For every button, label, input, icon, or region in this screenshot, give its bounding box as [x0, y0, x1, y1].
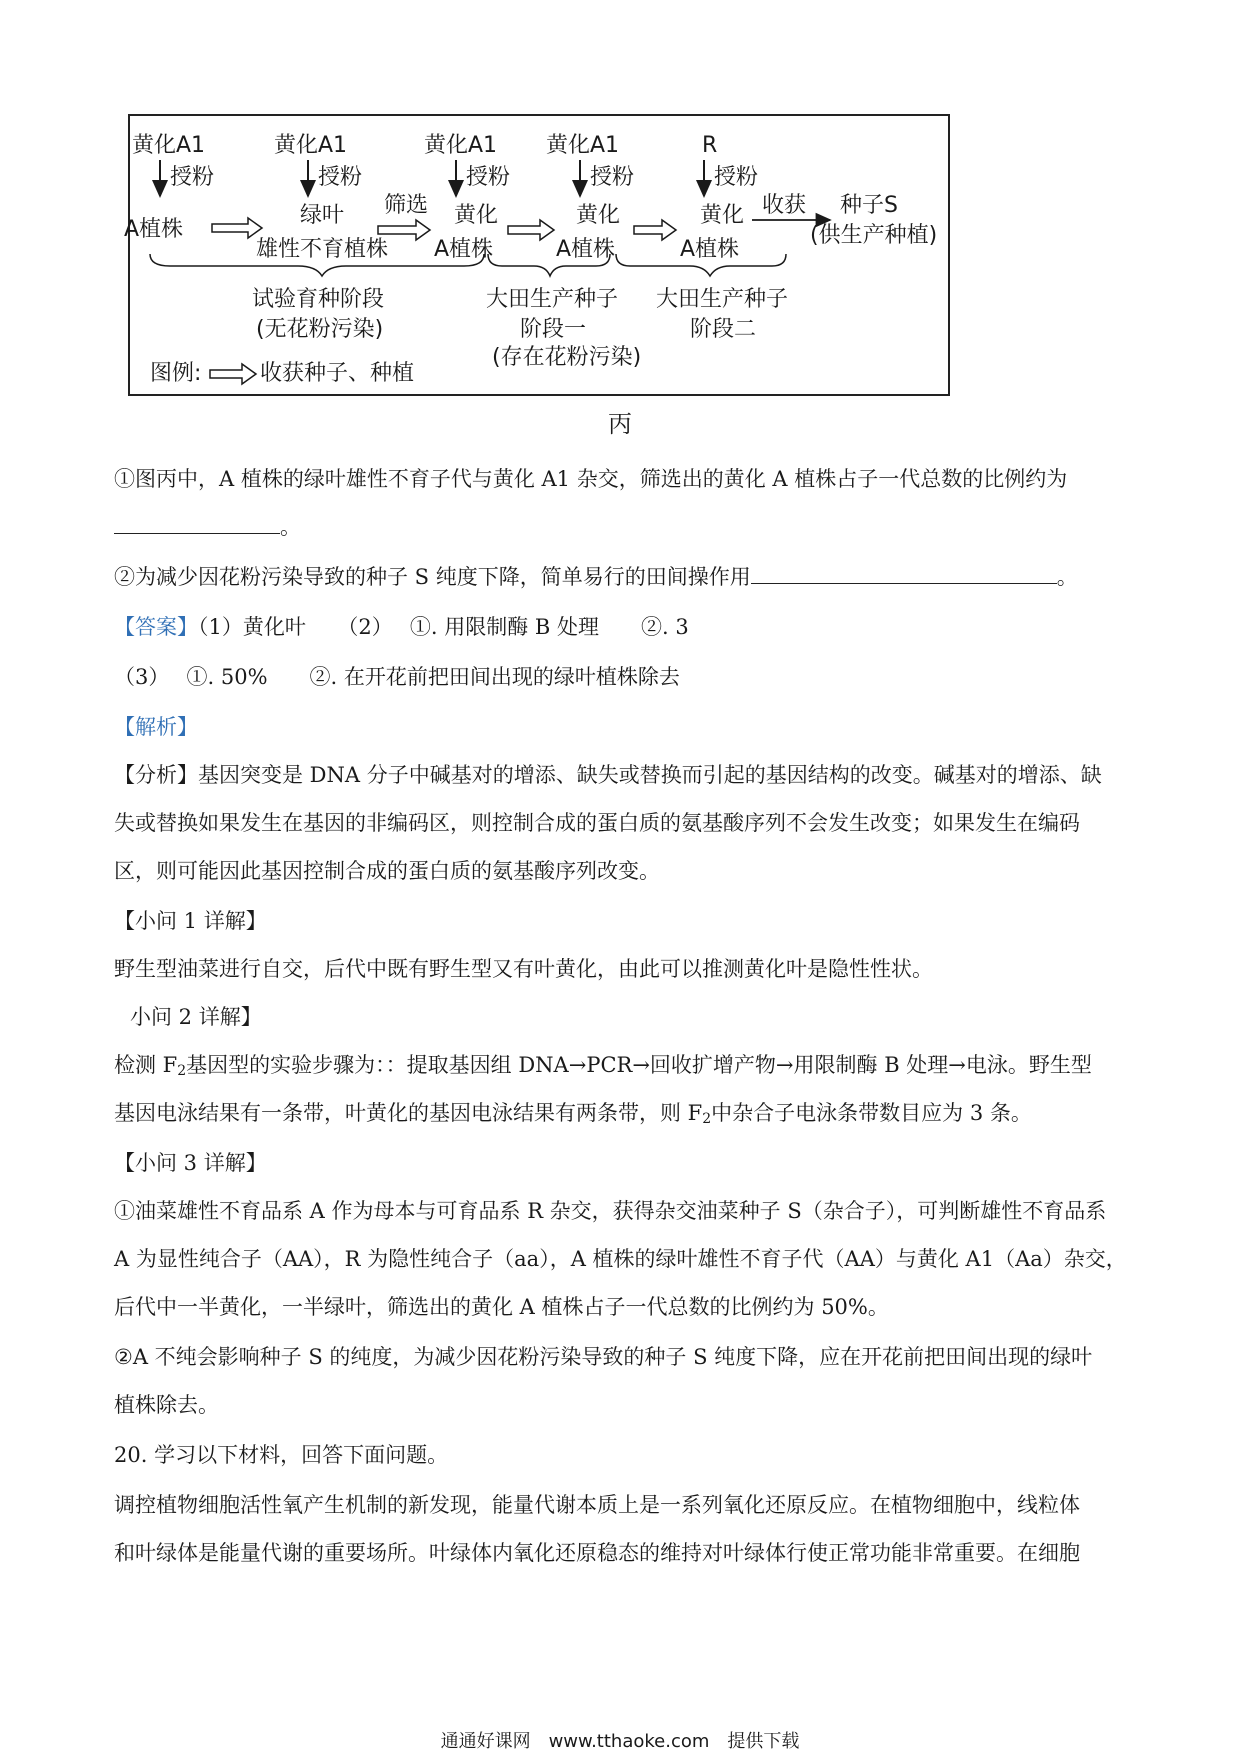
col2-mid2: 雄性不育植株 — [256, 237, 389, 262]
col6-mid2: (供生产种植) — [810, 223, 938, 248]
stage2-line3: (存在花粉污染) — [492, 345, 642, 370]
passage-line-1: 调控植物细胞活性氧产生机制的新发现，能量代谢本质上是一系列氧化还原反应。在植物细胞中，线粒体 — [114, 1493, 1080, 1517]
col2-mid1: 绿叶 — [300, 203, 345, 228]
footer-watermark: 通通好课网 www.tthaoke.com 提供下载 — [440, 1731, 800, 1752]
analysis-line-1: 【分析】基因突变是 DNA 分子中碱基对的增添、缺失或替换而引起的基因结构的改变。碱基对的增添、缺 — [114, 763, 1102, 787]
col3-top: 黄化A1 — [424, 133, 498, 158]
q3-detail-line-2: A 为显性纯合子（AA），R 为隐性纯合子（aa），A 植株的绿叶雄性不育子代（AA）与黄化 A1（Aa）杂交， — [114, 1247, 1127, 1271]
col3-mid1: 黄化 — [454, 203, 499, 228]
q3-detail-line-4: ②A 不纯会影响种子 S 的纯度，为减少因花粉污染导致的种子 S 纯度下降，应在开花前把田间出现的绿叶 — [114, 1345, 1093, 1369]
col4-mid1: 黄化 — [576, 203, 621, 228]
stage1-line2: (无花粉污染) — [256, 317, 384, 342]
hollow-arrow-icon — [634, 220, 676, 240]
question-2: ②为减少因花粉污染导致的种子 S 纯度下降，简单易行的田间操作用 。 — [114, 565, 1078, 589]
question-1: ①图丙中，A 植株的绿叶雄性不育子代与黄化 A1 杂交，筛选出的黄化 A 植株占子一代总数的比例约为 — [114, 467, 1068, 491]
q2-detail-line-1: 检测 $F_2$基因型的实验步骤为：：提取基因组 DNA→PCR→回收扩增产物→用限制酶 B 处理→电泳。野生型 — [114, 1053, 1092, 1079]
passage-line-2: 和叶绿体是能量代谢的重要场所。叶绿体内氧化还原稳态的维持对叶绿体行使正常功能非常重要。在细胞 — [114, 1541, 1080, 1565]
figure-caption: 丙 — [608, 410, 632, 438]
col5-top: R — [702, 133, 718, 158]
col1-top: 黄化A1 — [132, 133, 206, 158]
q3-detail-line-1: ①油菜雄性不育品系 A 作为母本与可育品系 R 杂交，获得杂交油菜种子 S（杂合子），可判断雄性不育品系 — [114, 1199, 1107, 1223]
q2-detail-line-2: 基因电泳结果有一条带，叶黄化的基因电泳结果有两条带，则 $F_2$中杂合子电泳条带数目应为 3 条。 — [114, 1101, 1032, 1127]
answer-blank — [114, 513, 280, 534]
harvest-label: 收获 — [762, 193, 807, 218]
col3-mid2: A植株 — [434, 237, 494, 262]
col3-arrow-label: 授粉 — [466, 165, 511, 190]
analysis-line-2: 失或替换如果发生在基因的非编码区，则控制合成的蛋白质的氨基酸序列不会发生改变；如果发生在编码 — [114, 811, 1080, 835]
col2-top: 黄化A1 — [274, 133, 348, 158]
q2-heading: 小问 2 详解】 — [130, 1005, 262, 1029]
q1-heading: 【小问 1 详解】 — [114, 909, 267, 933]
legend-text: 收获种子、种植 — [260, 361, 415, 386]
col5-mid2: A植株 — [680, 237, 740, 262]
col4-mid2: A植株 — [556, 237, 616, 262]
breeding-flow-diagram — [124, 114, 950, 396]
stage1-line1: 试验育种阶段 — [252, 287, 385, 312]
hollow-arrow-icon — [508, 220, 554, 240]
analysis-line-3: 区，则可能因此基因控制合成的蛋白质的氨基酸序列改变。 — [114, 859, 660, 883]
col5-mid1: 黄化 — [700, 203, 745, 228]
q3-heading: 【小问 3 详解】 — [114, 1151, 267, 1175]
q3-detail-line-3: 后代中一半黄化，一半绿叶，筛选出的黄化 A 植株占子一代总数的比例约为 50%。 — [114, 1295, 889, 1319]
answer-line-1: 【答案】（1）黄化叶 （2） ①. 用限制酶 B 处理 ②. 3 — [114, 615, 689, 639]
col6-mid1: 种子S — [840, 193, 898, 218]
stage3-line2: 阶段二 — [690, 317, 757, 342]
col4-arrow-label: 授粉 — [590, 165, 635, 190]
answer-blank — [751, 563, 1057, 584]
hollow-arrow-icon — [210, 364, 256, 384]
stage3-line1: 大田生产种子 — [656, 287, 789, 312]
legend-prefix: 图例: — [150, 361, 202, 386]
answer-line-2: （3） ①. 50% ②. 在开花前把田间出现的绿叶植株除去 — [114, 665, 680, 689]
col1-bottom: A植株 — [124, 217, 184, 242]
col4-top: 黄化A1 — [546, 133, 620, 158]
q1-detail: 野生型油菜进行自交，后代中既有野生型又有叶黄化，由此可以推测黄化叶是隐性性状。 — [114, 957, 933, 981]
stage2-line1: 大田生产种子 — [486, 287, 619, 312]
question-20: 20. 学习以下材料，回答下面问题。 — [114, 1443, 449, 1467]
analysis-label: 【解析】 — [114, 715, 198, 739]
stage2-line2: 阶段一 — [520, 317, 587, 342]
col1-arrow-label: 授粉 — [170, 165, 215, 190]
q3-detail-line-5: 植株除去。 — [114, 1393, 219, 1417]
col2-arrow-label: 授粉 — [318, 165, 363, 190]
question-1-blank-line: 。 — [114, 512, 1134, 542]
col3-arrow-label-top: 筛选 — [384, 193, 429, 218]
col5-arrow-label: 授粉 — [714, 165, 759, 190]
hollow-arrow-icon — [212, 218, 262, 238]
